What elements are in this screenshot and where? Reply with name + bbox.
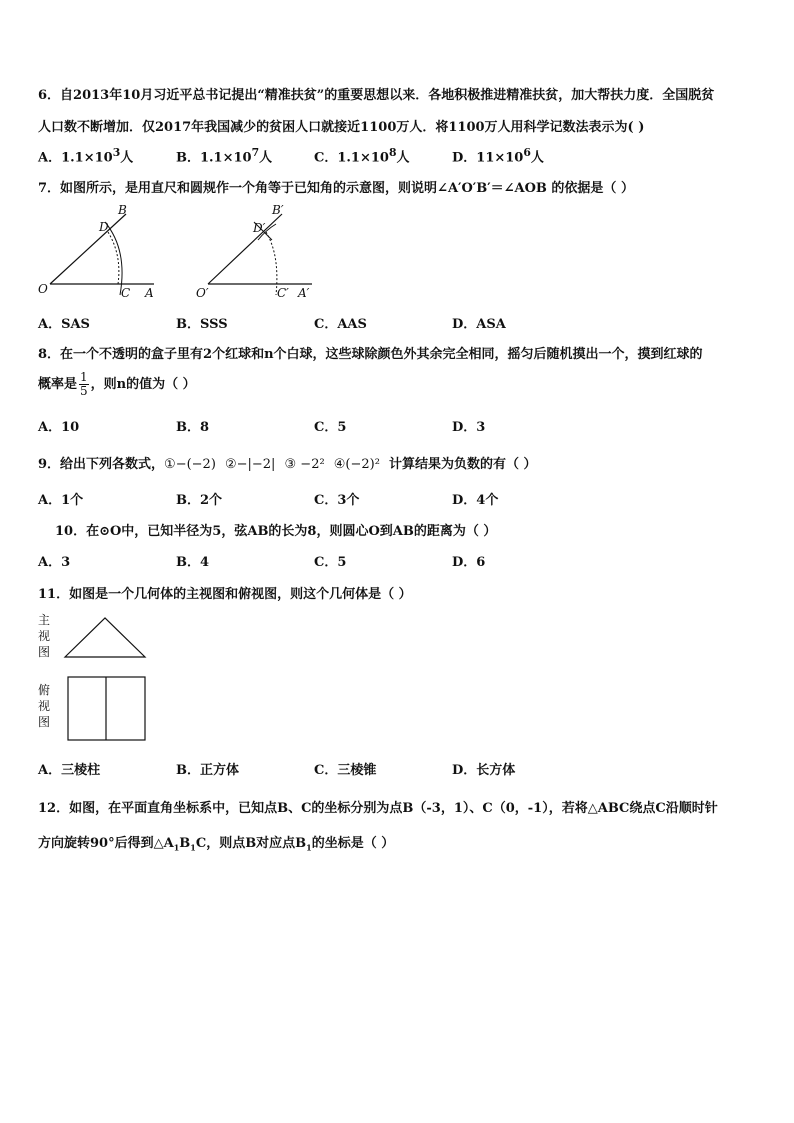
q7-option-c: C．AAS bbox=[314, 317, 367, 332]
q11-option-a: A．三棱柱 bbox=[38, 763, 101, 778]
q8-option-d: D．3 bbox=[452, 420, 486, 435]
q9-stem: 9．给出下列各数式，①−(−2) ②−|−2| ③ −2² ④(−2)² 计算结果为负数的有（ ） bbox=[38, 457, 537, 472]
q10-option-c: C．5 bbox=[314, 555, 347, 570]
q7-fig1-label-b: B bbox=[118, 203, 127, 217]
q8-line2: 概率是 $\frac{1}{5}$ ，则n的值为（ ） bbox=[38, 370, 196, 398]
q8-line1: 8．在一个不透明的盒子里有2个红球和n个白球，这些球除颜色外其余完全相同，摇匀后随机摸出一个，摸到红球的 bbox=[38, 347, 703, 362]
q7-fig2-label-d: D′ bbox=[253, 221, 266, 235]
q11-front-view-label: 主视图 bbox=[38, 613, 51, 659]
q10-option-d: D．6 bbox=[452, 555, 486, 570]
q7-option-d: D．ASA bbox=[452, 317, 506, 332]
q12-line2: 方向旋转90°后得到$\triangle A_1B_1C$，则点B对应点$B_1$的坐标是（ ） bbox=[38, 836, 395, 853]
q7-fig2-label-o: O′ bbox=[196, 286, 209, 300]
q6-option-a: A．$1.1\times 10^3$人 bbox=[38, 146, 134, 166]
q7-fig2-label-a: A′ bbox=[298, 286, 310, 300]
q7-fig1-label-a: A bbox=[145, 286, 154, 300]
q7-figure-original-angle bbox=[36, 200, 166, 305]
q6-line2: 人口数不断增加．仅2017年我国减少的贫困人口就接近1100万人．将1100万人用科学记数法表示为( ) bbox=[38, 120, 645, 135]
q11-stem: 11．如图是一个几何体的主视图和俯视图，则这个几何体是（ ） bbox=[38, 587, 412, 602]
q6-line1: 6．自2013年10月习近平总书记提出“精准扶贫”的重要思想以来．各地积极推进精准扶贫，加大帮扶力度．全国脱贫 bbox=[38, 88, 715, 103]
q8-option-b: B．8 bbox=[176, 420, 210, 435]
q11-top-view-rectangle bbox=[67, 676, 147, 742]
q11-front-view-triangle bbox=[64, 616, 148, 660]
q8-option-c: C．5 bbox=[314, 420, 347, 435]
q7-figure-copied-angle bbox=[194, 200, 324, 305]
q9-option-d: D．4个 bbox=[452, 493, 499, 508]
q11-top-view-label: 俯视图 bbox=[38, 683, 51, 729]
q11-option-d: D．长方体 bbox=[452, 763, 516, 778]
q10-stem: 10．在⊙O中，已知半径为5，弦AB的长为8，则圆心O到AB的距离为（ ） bbox=[55, 524, 497, 539]
q7-fig1-label-c: C bbox=[121, 286, 131, 300]
q8-option-a: A．10 bbox=[38, 420, 80, 435]
q7-fig2-label-b: B′ bbox=[272, 203, 284, 217]
q7-fig1-label-o: O bbox=[38, 282, 48, 296]
q9-option-a: A．1个 bbox=[38, 493, 84, 508]
q10-option-b: B．4 bbox=[176, 555, 210, 570]
q10-option-a: A．3 bbox=[38, 555, 71, 570]
q6-option-b: B．$1.1\times 10^7$人 bbox=[176, 146, 273, 166]
q7-option-a: A．SAS bbox=[38, 317, 90, 332]
q9-option-c: C．3个 bbox=[314, 493, 360, 508]
q12-line1: 12．如图，在平面直角坐标系中，已知点B、C的坐标分别为点B（-3，1）、C（0，-1），若将△ABC绕点C沿顺时针 bbox=[38, 801, 718, 816]
q8-fraction: $\frac{1}{5}$ bbox=[80, 370, 88, 398]
q6-option-c: C．$1.1\times 10^8$人 bbox=[314, 146, 410, 166]
q7-fig2-label-c: C′ bbox=[277, 286, 289, 300]
q7-fig1-label-d: D bbox=[99, 220, 109, 234]
q7-stem: 7．如图所示，是用直尺和圆规作一个角等于已知角的示意图，则说明∠A′O′B′＝∠AOB 的依据是（ ） bbox=[38, 181, 634, 196]
q9-option-b: B．2个 bbox=[176, 493, 223, 508]
q11-option-b: B．正方体 bbox=[176, 763, 239, 778]
q7-option-b: B．SSS bbox=[176, 317, 228, 332]
q6-option-d: D．$11\times 10^6$人 bbox=[452, 146, 544, 166]
q11-option-c: C．三棱锥 bbox=[314, 763, 377, 778]
